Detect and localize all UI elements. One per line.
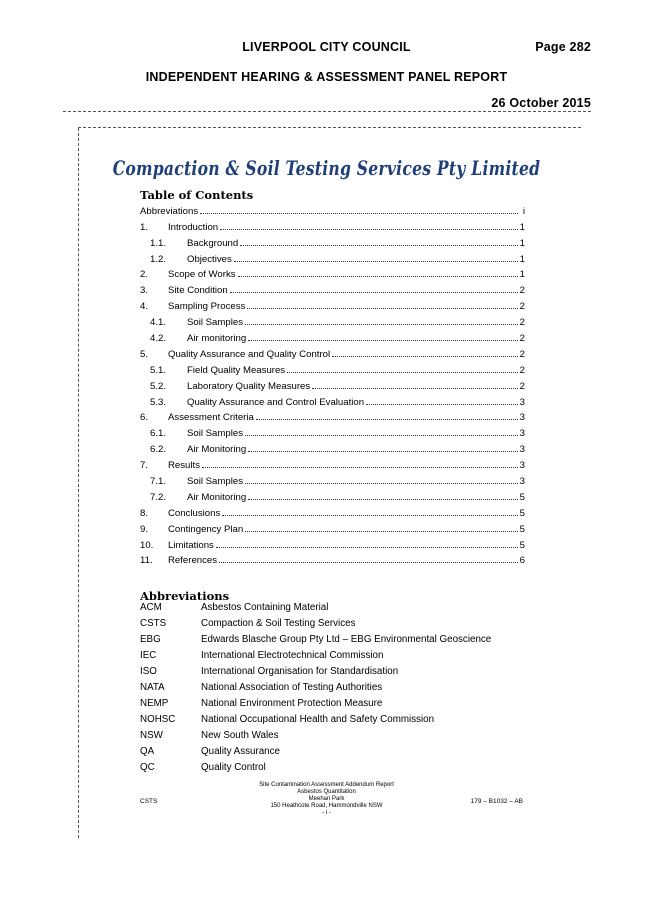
abbreviation-row xyxy=(140,665,560,681)
toc-entry[interactable] xyxy=(140,503,525,519)
toc-entry-title: Conclusions xyxy=(168,507,221,519)
footer-center xyxy=(0,782,653,817)
abbreviation-row xyxy=(140,617,560,633)
toc-entry-page: 2 xyxy=(519,348,525,360)
abbreviation-term: NOHSC xyxy=(140,714,176,725)
toc-entry-number: 6.2. xyxy=(150,444,167,456)
toc-leader-dots xyxy=(248,498,517,500)
toc-entry[interactable] xyxy=(140,551,525,567)
toc-entry-title: Air Monitoring xyxy=(187,491,247,503)
toc-leader-dots xyxy=(234,260,518,262)
abbreviation-term: ACM xyxy=(140,602,162,613)
abbreviation-meaning: National Association of Testing Authorities xyxy=(201,682,383,693)
toc-entry-number: 4.2. xyxy=(150,333,167,345)
toc-entry-title: Soil Samples xyxy=(187,428,243,440)
toc-entry[interactable] xyxy=(140,487,525,503)
abbreviation-row xyxy=(140,729,560,745)
toc-entry-title: Quality Assurance and Quality Control xyxy=(168,348,331,360)
abbreviation-term: CSTS xyxy=(140,618,167,629)
toc-entry-number: 7.2. xyxy=(150,491,167,503)
toc-entry-page: 2 xyxy=(519,301,525,313)
toc-entry-number: 2. xyxy=(140,269,149,281)
toc-leader-dots xyxy=(219,561,518,563)
abbreviation-row xyxy=(140,745,560,761)
abbreviation-term: NATA xyxy=(140,682,165,693)
abbreviation-row xyxy=(140,601,560,617)
abbreviation-row xyxy=(140,713,560,729)
abbreviation-row xyxy=(140,633,560,649)
toc-leader-dots xyxy=(222,514,517,516)
toc-entry-number: 10. xyxy=(140,539,154,551)
toc-entry-number: 8. xyxy=(140,507,149,519)
toc-entry[interactable] xyxy=(140,328,525,344)
toc-leader-dots xyxy=(245,323,518,325)
toc-entry-page: 6 xyxy=(519,555,525,567)
toc-entry-page: 1 xyxy=(519,237,525,249)
toc-entry[interactable] xyxy=(140,217,525,233)
page-number: Page 282 xyxy=(535,40,591,54)
toc-entry-number: 1. xyxy=(140,221,149,233)
header-divider xyxy=(63,111,591,112)
toc-entry-title: Field Quality Measures xyxy=(187,364,286,376)
toc-entry-page: 3 xyxy=(519,444,525,456)
toc-entry-title: Site Condition xyxy=(168,285,228,297)
toc-entry[interactable] xyxy=(140,296,525,312)
abbreviation-meaning: International Electrotechnical Commission xyxy=(201,650,384,661)
abbreviation-term: IEC xyxy=(140,650,157,661)
toc-entry-title: Sampling Process xyxy=(168,301,246,313)
abbreviation-meaning: National Environment Protection Measure xyxy=(201,698,383,709)
toc-entry-page: 2 xyxy=(519,364,525,376)
toc-entry-page: 1 xyxy=(519,221,525,233)
report-date: 26 October 2015 xyxy=(491,96,591,110)
toc-leader-dots xyxy=(245,434,518,436)
toc-entry-page: 2 xyxy=(519,285,525,297)
toc-entry-page: 2 xyxy=(519,380,525,392)
toc-entry-number: 11. xyxy=(140,555,153,567)
toc-heading: Table of Contents xyxy=(140,188,254,202)
toc-entry-title: Laboratory Quality Measures xyxy=(187,380,311,392)
panel-report-title: INDEPENDENT HEARING & ASSESSMENT PANEL REPORT xyxy=(145,70,508,84)
footer-line: Site Contamination Assessment Addendum Report xyxy=(259,782,394,788)
toc-leader-dots xyxy=(247,307,517,309)
toc-leader-dots xyxy=(256,418,518,420)
toc-leader-dots xyxy=(220,228,518,230)
toc-leader-dots xyxy=(248,339,517,341)
toc-entry-number: 4.1. xyxy=(150,317,167,329)
toc-entry-number: 9. xyxy=(140,523,149,535)
toc-entry-title: Air monitoring xyxy=(187,333,247,345)
abbreviation-term: EBG xyxy=(140,634,161,645)
toc-entry[interactable] xyxy=(140,312,525,328)
abbreviation-meaning: Edwards Blasche Group Pty Ltd – EBG Environmental Geoscience xyxy=(201,634,492,645)
toc-leader-dots xyxy=(332,355,518,357)
footer-line: 150 Heathcote Road, Hammondville NSW xyxy=(270,803,383,809)
abbreviation-term: QA xyxy=(140,746,155,757)
abbreviations-list xyxy=(140,601,560,777)
toc-entry-title: Quality Assurance and Control Evaluation xyxy=(187,396,365,408)
toc-entry[interactable] xyxy=(140,471,525,487)
council-name: LIVERPOOL CITY COUNCIL xyxy=(242,40,411,54)
toc-leader-dots xyxy=(248,450,517,452)
abbreviation-meaning: Quality Assurance xyxy=(201,746,280,757)
toc-entry-number: 5. xyxy=(140,348,149,360)
toc-entry[interactable] xyxy=(140,344,525,360)
table-of-contents xyxy=(140,201,525,566)
toc-entry[interactable] xyxy=(140,249,525,265)
toc-leader-dots xyxy=(230,291,518,293)
toc-entry-title: Scope of Works xyxy=(168,269,236,281)
toc-entry-page: 1 xyxy=(519,269,525,281)
toc-entry-number: 5.3. xyxy=(150,396,167,408)
toc-entry-page: 2 xyxy=(519,333,525,345)
abbreviation-term: NSW xyxy=(140,730,163,741)
abbreviation-row xyxy=(140,761,560,777)
toc-entry-number: 6.1. xyxy=(150,428,167,440)
toc-leader-dots xyxy=(245,482,518,484)
toc-entry-number: 7. xyxy=(140,460,149,472)
frame-top-border xyxy=(78,127,581,128)
toc-entry-title: Assessment Criteria xyxy=(168,412,254,424)
footer-line: - i - xyxy=(322,810,331,816)
toc-entry[interactable] xyxy=(140,265,525,281)
toc-entry-number: 1.2. xyxy=(150,253,167,265)
toc-entry[interactable] xyxy=(140,376,525,392)
toc-entry-number: 3. xyxy=(140,285,149,297)
toc-entry-page: 1 xyxy=(519,253,525,265)
toc-entry-title: Soil Samples xyxy=(187,476,243,488)
toc-entry-title: Limitations xyxy=(168,539,214,551)
toc-entry-page: 5 xyxy=(519,491,525,503)
toc-entry-number: 4. xyxy=(140,301,149,313)
toc-entry-page: 5 xyxy=(519,523,525,535)
toc-entry[interactable] xyxy=(140,535,525,551)
toc-entry-page: 3 xyxy=(519,396,525,408)
abbreviation-row xyxy=(140,649,560,665)
toc-entry-title: Introduction xyxy=(168,221,219,233)
toc-entry-title: Background xyxy=(187,237,239,249)
toc-entry-number: 5.1. xyxy=(150,364,167,376)
abbreviation-row xyxy=(140,681,560,697)
footer-line: Meehan Park xyxy=(308,796,345,802)
abbreviation-meaning: International Organisation for Standardisation xyxy=(201,666,399,677)
toc-entry[interactable] xyxy=(140,392,525,408)
toc-entry-page: 3 xyxy=(519,412,525,424)
toc-entry-page: i xyxy=(522,205,525,217)
abbreviation-term: ISO xyxy=(140,666,157,677)
abbreviation-meaning: National Occupational Health and Safety Commission xyxy=(201,714,435,725)
toc-entry-number: 1.1. xyxy=(150,237,167,249)
footer-right: 179 – B1032 – AB xyxy=(470,798,523,805)
abbreviation-meaning: Asbestos Containing Material xyxy=(201,602,329,613)
abbreviation-meaning: Quality Control xyxy=(201,762,266,773)
toc-entry-number: 5.2. xyxy=(150,380,167,392)
toc-entry-page: 5 xyxy=(519,507,525,519)
toc-entry-title: Air Monitoring xyxy=(187,444,247,456)
abbreviation-meaning: New South Wales xyxy=(201,730,279,741)
toc-entry-title: Soil Samples xyxy=(187,317,243,329)
toc-leader-dots xyxy=(312,387,517,389)
toc-entry[interactable] xyxy=(140,233,525,249)
toc-leader-dots xyxy=(366,403,518,405)
abbreviation-term: QC xyxy=(140,762,155,773)
toc-entry-number: 6. xyxy=(140,412,149,424)
toc-entry-page: 3 xyxy=(519,428,525,440)
toc-entry-title: Objectives xyxy=(187,253,232,265)
toc-leader-dots xyxy=(287,371,518,373)
toc-entry-page: 5 xyxy=(519,539,525,551)
toc-entry[interactable] xyxy=(140,360,525,376)
toc-entry-page: 2 xyxy=(519,317,525,329)
toc-entry-title: Abbreviations xyxy=(140,205,199,217)
toc-leader-dots xyxy=(216,546,518,548)
toc-entry-title: References xyxy=(168,555,218,567)
toc-entry[interactable] xyxy=(140,201,525,217)
abbreviation-row xyxy=(140,697,560,713)
toc-entry-title: Results xyxy=(168,460,200,472)
abbreviation-term: NEMP xyxy=(140,698,169,709)
footer-left: CSTS xyxy=(140,798,158,805)
toc-leader-dots xyxy=(202,466,518,468)
toc-leader-dots xyxy=(200,212,518,214)
abbreviation-meaning: Compaction & Soil Testing Services xyxy=(201,618,356,629)
toc-leader-dots xyxy=(245,530,517,532)
toc-entry-page: 3 xyxy=(519,476,525,488)
toc-leader-dots xyxy=(240,244,517,246)
toc-entry[interactable] xyxy=(140,455,525,471)
toc-entry[interactable] xyxy=(140,280,525,296)
toc-leader-dots xyxy=(238,275,518,277)
toc-entry-title: Contingency Plan xyxy=(168,523,244,535)
abbreviations-heading: Abbreviations xyxy=(140,589,230,603)
toc-entry-number: 7.1. xyxy=(150,476,167,488)
toc-entry[interactable] xyxy=(140,423,525,439)
toc-entry[interactable] xyxy=(140,439,525,455)
toc-entry[interactable] xyxy=(140,519,525,535)
frame-left-border xyxy=(78,128,79,838)
company-title: Compaction & Soil Testing Services Pty Limited xyxy=(112,156,541,180)
toc-entry-page: 3 xyxy=(519,460,525,472)
footer-line: Asbestos Quantitation xyxy=(297,789,356,795)
toc-entry[interactable] xyxy=(140,408,525,424)
